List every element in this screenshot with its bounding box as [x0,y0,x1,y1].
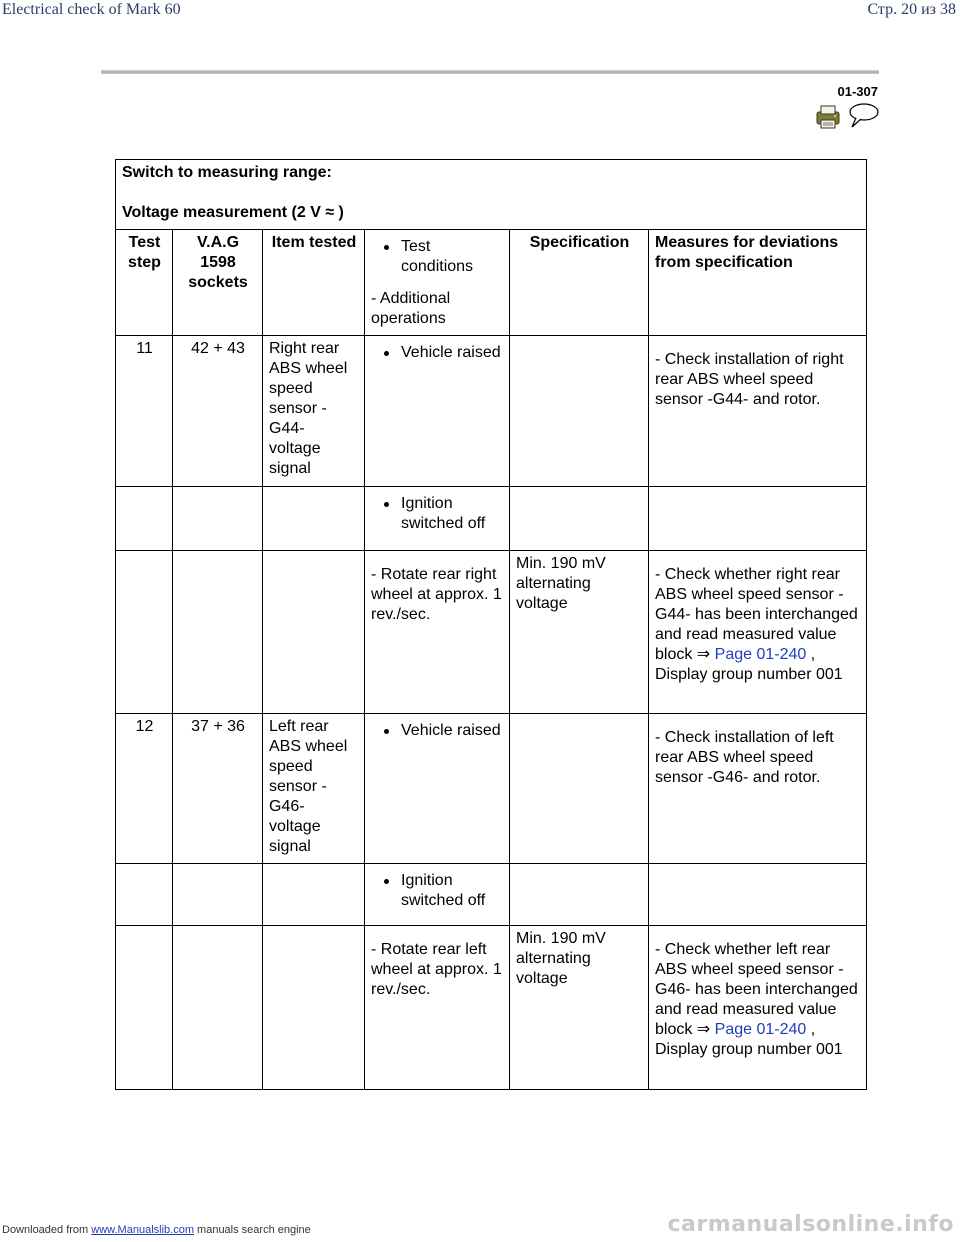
footer-prefix: Downloaded from [2,1224,92,1236]
sockets-value: 42 + 43 [173,336,263,487]
col-sockets: V.A.G 1598 sockets [173,230,263,336]
col-conditions [365,230,510,336]
test-condition-cell [365,487,510,551]
measuring-range-cell [116,160,867,230]
test-condition-cell [365,336,510,487]
table-row [116,336,867,487]
col-item-tested: Item tested [263,230,365,336]
test-condition-cell [365,864,510,926]
empty-cell [649,487,867,551]
test-condition: Ignition switched off [371,494,504,534]
page-link[interactable]: Page 01-240 [714,1021,807,1038]
col-conditions-label: Test conditions [371,237,504,277]
empty-cell [263,551,365,714]
col-test-step: Test step [116,230,173,336]
specification-value [510,336,649,487]
test-condition-cell [365,714,510,864]
empty-cell [173,487,263,551]
measure-text: - Check installation of left rear ABS wheel speed sensor -G46- and rotor. [649,714,867,864]
header-divider [101,70,879,74]
empty-cell [116,864,173,926]
test-condition: Vehicle raised [371,721,504,741]
col-measures: Measures for deviations from specification [649,230,867,336]
speech-bubble-icon[interactable] [850,104,878,127]
table-row [116,551,867,714]
measurement-table [115,159,867,1090]
additional-operation: - Rotate rear left wheel at approx. 1 rev./sec. [365,926,510,1090]
additional-operation: - Rotate rear right wheel at approx. 1 rev./sec. [365,551,510,714]
empty-cell [173,864,263,926]
printer-icon[interactable] [817,106,839,128]
specification-value: Min. 190 mV alternating voltage [510,551,649,714]
empty-cell [173,551,263,714]
measure-tail: , Display group number 001 [655,646,843,683]
empty-cell [649,864,867,926]
col-additional-label: - Additional operations [371,290,451,327]
test-condition: Vehicle raised [371,343,504,363]
table-row [116,487,867,551]
table-row [116,714,867,864]
page-counter: Стр. 20 из 38 [867,1,956,18]
table-row [116,926,867,1090]
document-title: Electrical check of Mark 60 [2,1,181,18]
download-footer [2,1224,311,1236]
empty-cell [263,487,365,551]
measuring-range-value: Voltage measurement (2 V ≈ ) [122,204,344,221]
empty-cell [116,551,173,714]
watermark-brand: carmanualsonline.info [667,1212,954,1237]
column-header-row [116,230,867,336]
table-row [116,864,867,926]
empty-cell [263,926,365,1090]
empty-cell [510,864,649,926]
empty-cell [116,487,173,551]
measure-cell [649,926,867,1090]
measure-cell [649,551,867,714]
empty-cell [510,487,649,551]
measure-text: - Check installation of right rear ABS wheel speed sensor -G44- and rotor. [649,336,867,487]
empty-cell [263,864,365,926]
page-code: 01-307 [837,84,878,99]
measure-tail: , Display group number 001 [655,1021,843,1058]
browser-header [0,0,960,22]
range-header-row [116,160,867,230]
test-condition: Ignition switched off [371,871,504,911]
col-specification: Specification [510,230,649,336]
step-number: 12 [116,714,173,864]
item-tested: Right rear ABS wheel speed sensor -G44- voltage signal [263,336,365,487]
measure-text: - Check whether right rear ABS wheel speed sensor -G44- has been interchanged and read measured value block ⇒ [655,566,858,663]
footer-suffix: manuals search engine [193,1224,311,1236]
empty-cell [116,926,173,1090]
specification-value: Min. 190 mV alternating voltage [510,926,649,1090]
specification-value [510,714,649,864]
measure-text: - Check whether left rear ABS wheel speed sensor -G46- has been interchanged and read measured value block ⇒ [655,941,858,1038]
toolbar-icons [814,102,882,130]
manualslib-link[interactable]: www.Manualslib.com [91,1224,194,1236]
page-link[interactable]: Page 01-240 [714,646,807,663]
item-tested: Left rear ABS wheel speed sensor -G46- voltage signal [263,714,365,864]
measuring-range-label: Switch to measuring range: [122,164,332,181]
step-number: 11 [116,336,173,487]
empty-cell [173,926,263,1090]
sockets-value: 37 + 36 [173,714,263,864]
